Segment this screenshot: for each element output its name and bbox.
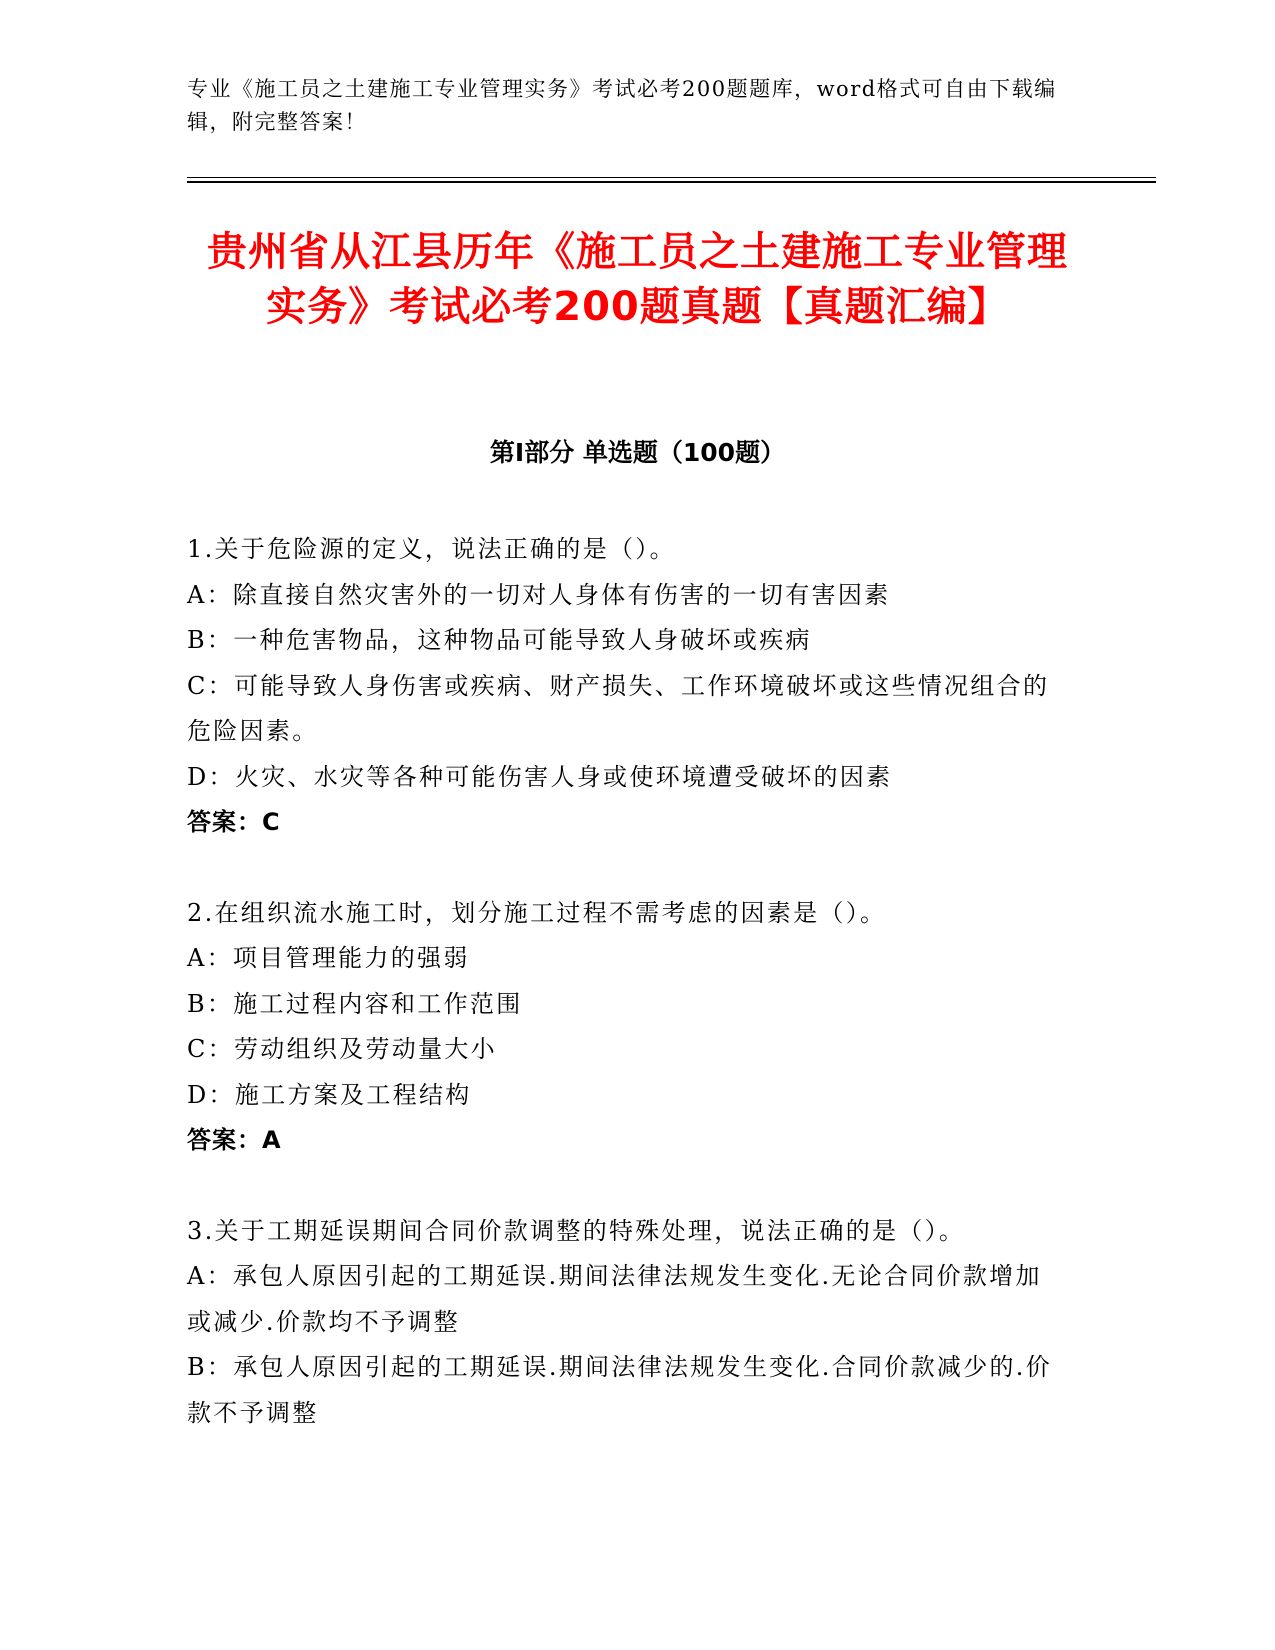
section-heading: 第I部分 单选题（100题）	[489, 438, 786, 467]
question-2	[187, 891, 1067, 1164]
option-b: B：承包人原因引起的工期延误.期间法律法规发生变化.合同价款减少的.价款不予调整	[187, 1353, 1053, 1427]
option-d: D：火灾、水灾等各种可能伤害人身或使环境遭受破坏的因素	[187, 762, 893, 791]
option-a: A：承包人原因引起的工期延误.期间法律法规发生变化.无论合同价款增加或减少.价款均不予调整	[187, 1262, 1042, 1336]
header-divider-thick	[187, 181, 1156, 183]
question-stem: 3.关于工期延误期间合同价款调整的特殊处理，说法正确的是（）。	[187, 1216, 966, 1245]
option-a: A：项目管理能力的强弱	[187, 944, 470, 972]
answer-label: 答案：A	[187, 1126, 282, 1154]
option-c: C：劳动组织及劳动量大小	[187, 1035, 497, 1063]
option-d: D：施工方案及工程结构	[187, 1080, 472, 1109]
question-1	[187, 527, 1067, 846]
option-a: A：除直接自然灾害外的一切对人身体有伤害的一切有害因素	[187, 580, 891, 609]
option-b: B：施工过程内容和工作范围	[187, 989, 523, 1018]
option-b: B：一种危害物品，这种物品可能导致人身破坏或疾病	[187, 626, 812, 654]
header-divider-thin	[187, 177, 1156, 178]
header-note: 专业《施工员之土建施工专业管理实务》考试必考200题题库，word格式可自由下载编辑，附完整答案！	[187, 77, 1057, 134]
document-title: 贵州省从江县历年《施工员之土建施工专业管理实务》考试必考200题真题【真题汇编】	[207, 229, 1068, 330]
question-stem: 1.关于危险源的定义，说法正确的是（）。	[187, 535, 676, 563]
question-list	[187, 527, 1067, 1481]
question-3	[187, 1209, 1067, 1437]
question-stem: 2.在组织流水施工时，划分施工过程不需考虑的因素是（）。	[187, 898, 887, 927]
option-c: C：可能导致人身伤害或疾病、财产损失、工作环境破坏或这些情况组合的危险因素。	[187, 671, 1050, 745]
answer-label: 答案：C	[187, 808, 281, 836]
